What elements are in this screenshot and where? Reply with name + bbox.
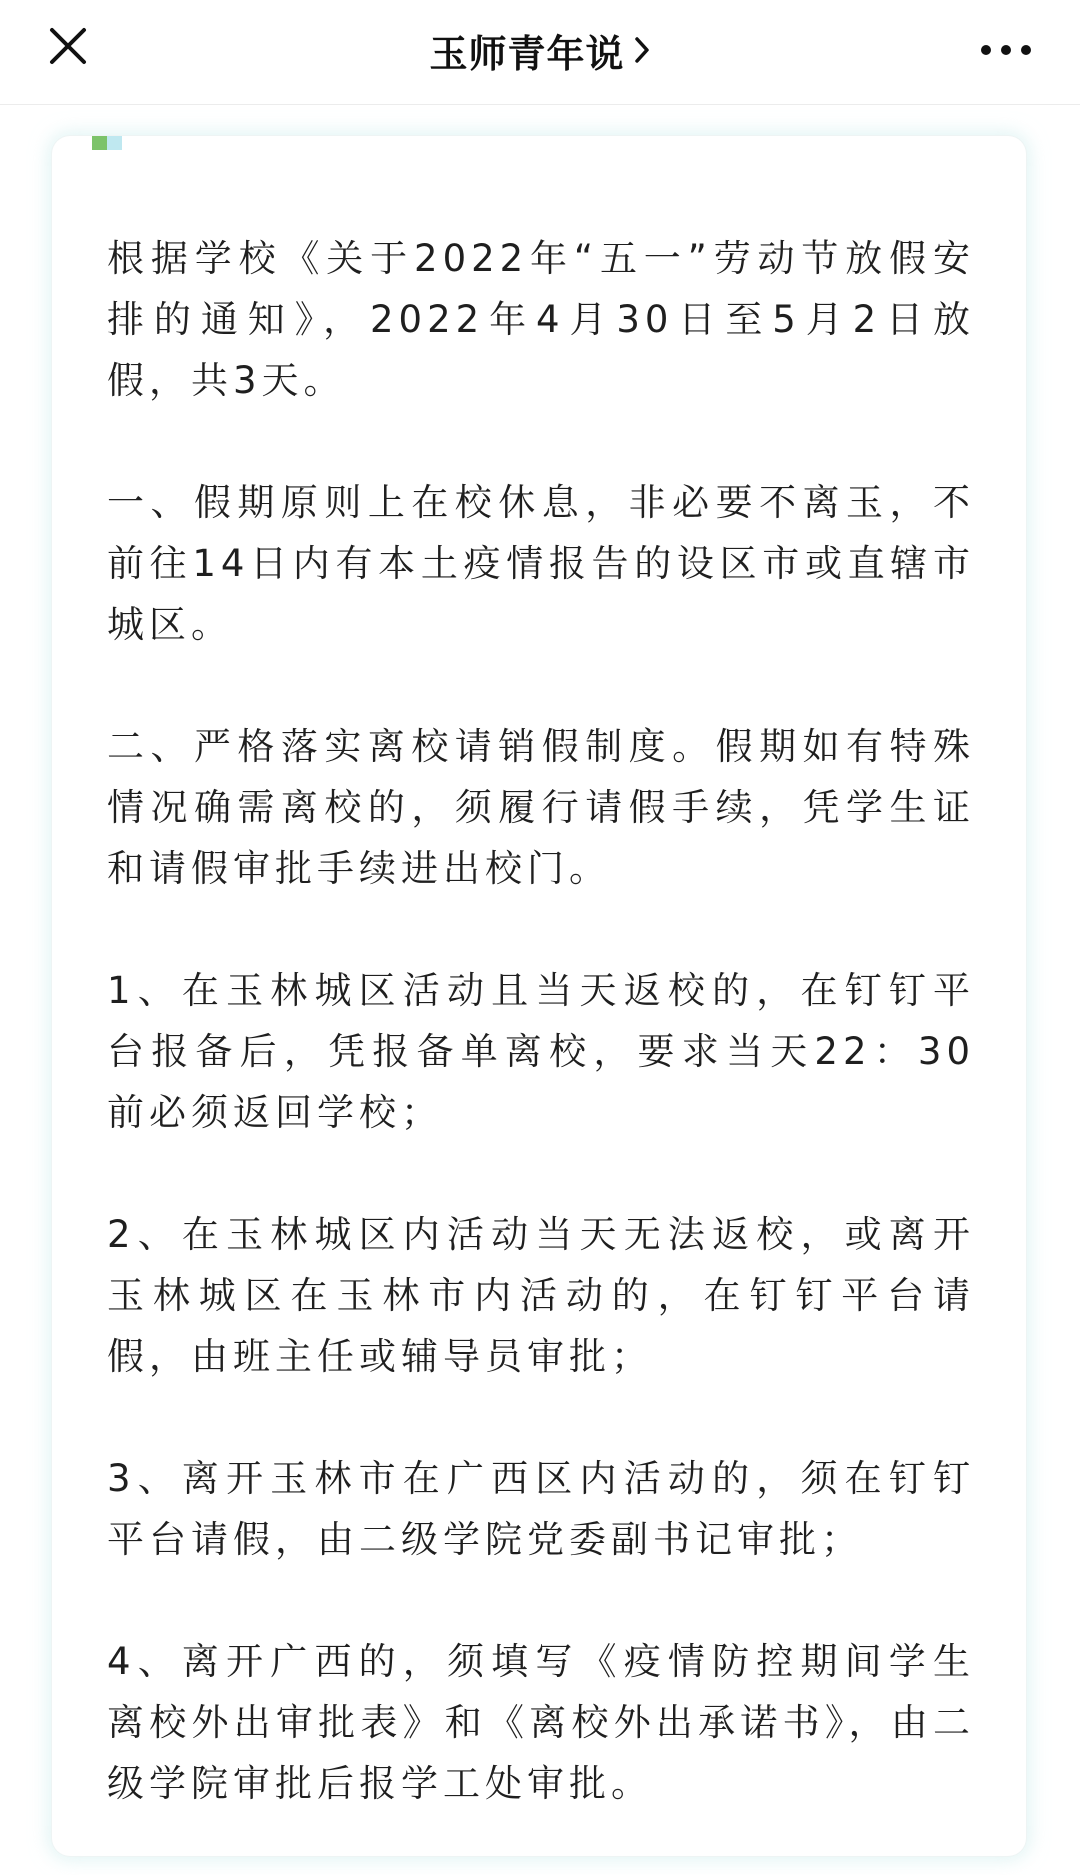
close-icon — [44, 22, 100, 78]
article-paragraph-2-1: 1、在玉林城区活动且当天返校的，在钉钉平台报备后，凭报备单离校，要求当天22：30前必须返回学校； — [107, 969, 975, 1134]
article-paragraph-2-2: 2、在玉林城区内活动当天无法返校，或离开玉林城区在玉林市内活动的，在钉钉平台请假，由班主任或辅导员审批； — [107, 1213, 975, 1378]
article-paragraph-2-4: 4、离开广西的，须填写《疫情防控期间学生离校外出审批表》和《离校外出承诺书》，由二级学院审批后报学工处审批。 — [107, 1640, 975, 1805]
chevron-right-icon — [633, 35, 651, 65]
decorative-corner-marker — [92, 136, 122, 150]
account-title-link[interactable] — [429, 23, 650, 78]
article-paragraph-2: 二、严格落实离校请销假制度。假期如有特殊情况确需离校的，须履行请假手续，凭学生证和请假审批手续进出校门。 — [107, 725, 975, 890]
article-paragraph-intro: 根据学校《关于2022年“五一”劳动节放假安排的通知》，2022年4月30日至5月2日放假，共3天。 — [107, 237, 975, 402]
more-icon — [976, 30, 1036, 70]
top-navigation-bar — [0, 0, 1080, 105]
page-title: 玉师青年说 — [429, 31, 625, 76]
article-body — [107, 228, 975, 1875]
more-options-button[interactable] — [976, 30, 1036, 70]
article-paragraph-1: 一、假期原则上在校休息，非必要不离玉，不前往14日内有本土疫情报告的设区市或直辖市城区。 — [107, 481, 975, 646]
article-paragraph-2-3: 3、离开玉林市在广西区内活动的，须在钉钉平台请假，由二级学院党委副书记审批； — [107, 1457, 975, 1561]
close-button[interactable] — [44, 22, 100, 78]
